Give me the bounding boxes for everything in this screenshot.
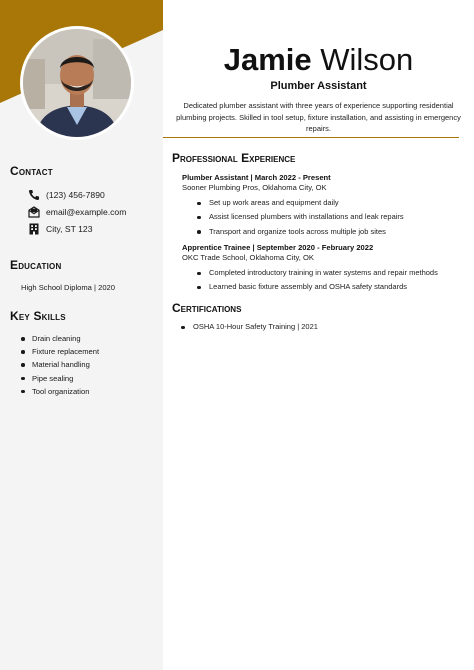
email-icon bbox=[28, 206, 40, 218]
skill-item: Drain cleaning bbox=[20, 332, 99, 345]
skill-item: Material handling bbox=[20, 358, 99, 371]
certifications-heading: Certifications bbox=[172, 301, 242, 315]
skills-list bbox=[20, 332, 99, 398]
list-item: Learned basic fixture assembly and OSHA safety standards bbox=[197, 280, 438, 294]
last-name: Wilson bbox=[320, 42, 414, 77]
education-entry: High School Diploma | 2020 bbox=[21, 283, 115, 292]
phone-text: (123) 456-7890 bbox=[46, 190, 105, 200]
first-name: Jamie bbox=[223, 42, 312, 77]
experience-heading: Professional Experience bbox=[172, 151, 296, 165]
contact-phone bbox=[28, 188, 105, 202]
education-heading: Education bbox=[10, 258, 62, 272]
divider bbox=[163, 137, 459, 138]
job-organization: Sooner Plumbing Pros, Oklahoma City, OK bbox=[182, 183, 327, 192]
contact-email bbox=[28, 205, 126, 219]
skill-item: Tool organization bbox=[20, 385, 99, 398]
job-bullets bbox=[197, 196, 404, 239]
main-content bbox=[163, 0, 474, 670]
summary-text: Dedicated plumber assistant with three years of experience supporting residential plumbing projects. Skilled in tool setup, fixture installation, and assisting in emergency repairs. bbox=[176, 101, 461, 133]
skill-item: Pipe sealing bbox=[20, 372, 99, 385]
job-bullets bbox=[197, 266, 438, 295]
job-title: Plumber Assistant | March 2022 - Present bbox=[182, 173, 331, 182]
list-item: Set up work areas and equipment daily bbox=[197, 196, 404, 210]
list-item: Assist licensed plumbers with installations and leak repairs bbox=[197, 210, 404, 224]
skill-item: Fixture replacement bbox=[20, 345, 99, 358]
job-title: Apprentice Trainee | September 2020 - February 2022 bbox=[182, 243, 374, 252]
location-text: City, ST 123 bbox=[46, 224, 93, 234]
list-item: Transport and organize tools across multiple job sites bbox=[197, 225, 404, 239]
profile-photo bbox=[20, 26, 134, 140]
email-text: email@example.com bbox=[46, 207, 127, 217]
candidate-name bbox=[163, 42, 474, 78]
list-item: Completed introductory training in water systems and repair methods bbox=[197, 266, 438, 280]
list-item: OSHA 10-Hour Safety Training | 2021 bbox=[181, 320, 318, 334]
phone-icon bbox=[28, 189, 40, 201]
contact-heading: Contact bbox=[10, 164, 53, 178]
sidebar bbox=[0, 0, 163, 670]
job-organization: OKC Trade School, Oklahoma City, OK bbox=[182, 253, 314, 262]
skills-heading: Key Skills bbox=[10, 309, 66, 323]
job-role: Plumber Assistant bbox=[270, 80, 367, 92]
certifications-list bbox=[181, 320, 318, 334]
contact-location bbox=[28, 222, 93, 236]
building-icon bbox=[28, 223, 40, 235]
